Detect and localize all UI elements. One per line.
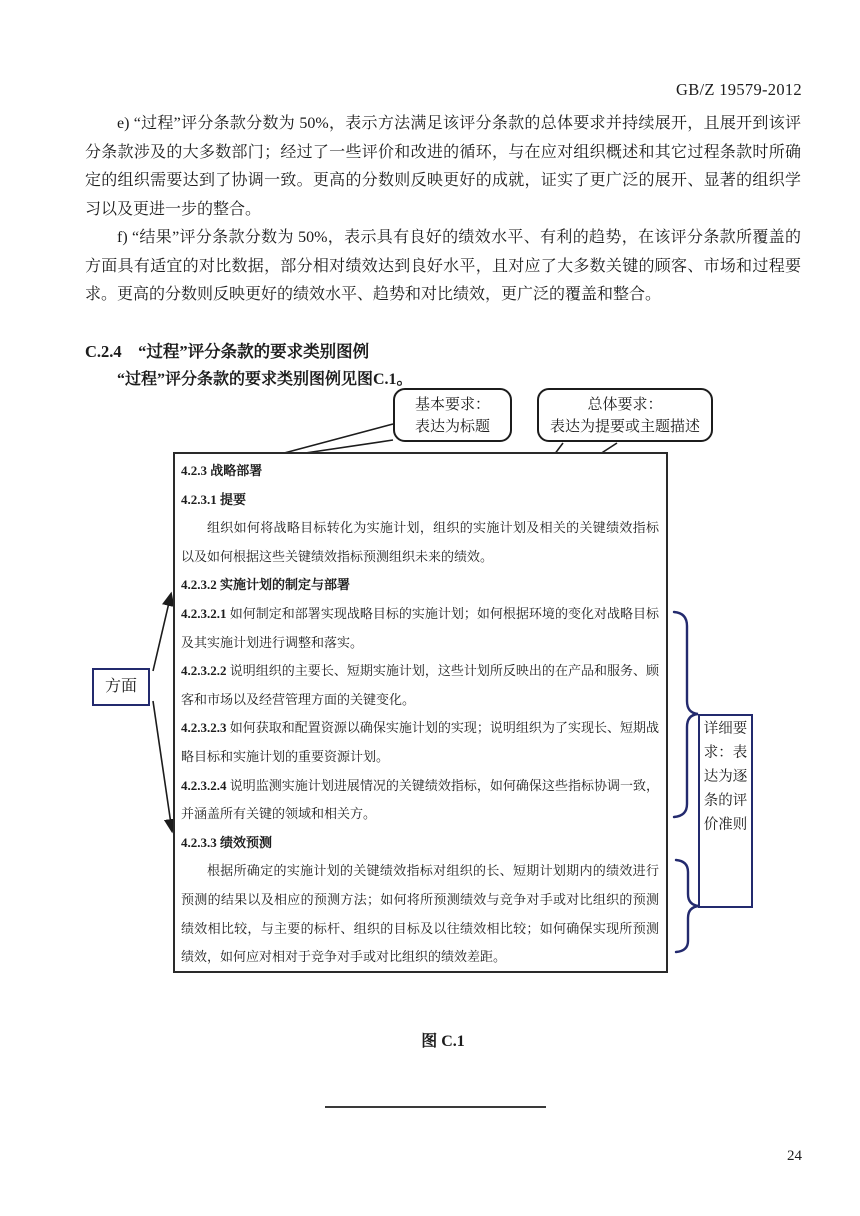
main-box-content — [181, 457, 659, 972]
page-number: 24 — [787, 1148, 802, 1164]
box-clause: 4.2.3.2.3 如何获取和配置资源以确保实施计划的实现；说明组织为了实现长、短期战略目标和实施计划的重要资源计划。 — [181, 720, 659, 764]
aspect-label-box: 方面 — [92, 668, 150, 706]
aspect-arrow-down — [153, 701, 172, 831]
footnote-rule — [325, 1106, 546, 1108]
paragraph-e: e) “过程”评分条款分数为 50%，表示方法满足该评分条款的总体要求并持续展开，且展开到该评分条款涉及的大多数部门；经过了一些评价和改进的循环，与在应对组织概述和其它过程条款时所确定的组织需要达到了协调一致。更高的分数则反映更好的成就，证实了更广泛的展开、显著的组织学习以及更进一步的整合。 — [85, 115, 801, 218]
figure-main-box — [173, 452, 668, 973]
box-clause: 4.2.3.2.2 说明组织的主要长、短期实施计划，这些计划所反映出的在产品和服务、顾客和市场以及经营管理方面的关键变化。 — [181, 663, 659, 707]
callout-overall-line2: 表达为提要或主题描述 — [549, 419, 700, 435]
detail-brace-upper — [674, 612, 698, 817]
section-intro: “过程”评分条款的要求类别图例见图C.1。 — [117, 371, 413, 388]
callout-overall-line1: 总体要求： — [587, 397, 663, 413]
paragraph-f: f) “结果”评分条款分数为 50%，表示具有良好的绩效水平、有利的趋势，在该评分条款所覆盖的方面具有适宜的对比数据，部分相对绩效达到良好水平，且对应了大多数关键的顾客、市场和过程要求。更高的分数则反映更好的绩效水平、趋势和对比绩效，更广泛的覆盖和整合。 — [85, 229, 801, 304]
box-heading: 4.2.3.1 提要 — [181, 491, 247, 507]
box-heading: 4.2.3.3 绩效预测 — [181, 834, 273, 850]
detail-brace-lower — [676, 860, 699, 952]
box-paragraph: 组织如何将战略目标转化为实施计划，组织的实施计划及相关的关键绩效指标以及如何根据这些关键绩效指标预测组织未来的绩效。 — [181, 520, 659, 564]
box-paragraph: 根据所确定的实施计划的关键绩效指标对组织的长、短期计划期内的绩效进行预测的结果以及相应的预测方法；如何将所预测绩效与竞争对手或对比组织的预测绩效相比较，与主要的标杆、组织的目标及以往绩效相比较；如何确保实现所预测绩效，如何应对相对于竞争对手或对比组织的绩效差距。 — [181, 863, 659, 965]
aspect-arrow-up — [153, 594, 171, 671]
callout-overall-requirement — [537, 388, 713, 442]
figure-caption: 图 C.1 — [421, 1033, 465, 1050]
callout-basic-line2: 表达为标题 — [414, 419, 490, 435]
callout-basic-requirement — [393, 388, 512, 442]
box-heading: 4.2.3.2 实施计划的制定与部署 — [181, 577, 351, 593]
box-heading: 4.2.3 战略部署 — [181, 463, 263, 478]
callout-basic-line1: 基本要求： — [414, 397, 490, 413]
box-clause: 4.2.3.2.1 如何制定和部署实现战略目标的实施计划；如何根据环境的变化对战略目标及其实施计划进行调整和落实。 — [181, 605, 659, 650]
box-clause: 4.2.3.2.4 说明监测实施计划进展情况的关键绩效指标，如何确保这些指标协调一致，并涵盖所有关键的领域和相关方。 — [181, 777, 659, 822]
section-heading: C.2.4 “过程”评分条款的要求类别图例 — [85, 342, 370, 361]
standard-number-header: GB/Z 19579-2012 — [676, 80, 802, 99]
detail-requirement-box: 详细要求：表达为逐条的评价准则 — [698, 714, 753, 908]
